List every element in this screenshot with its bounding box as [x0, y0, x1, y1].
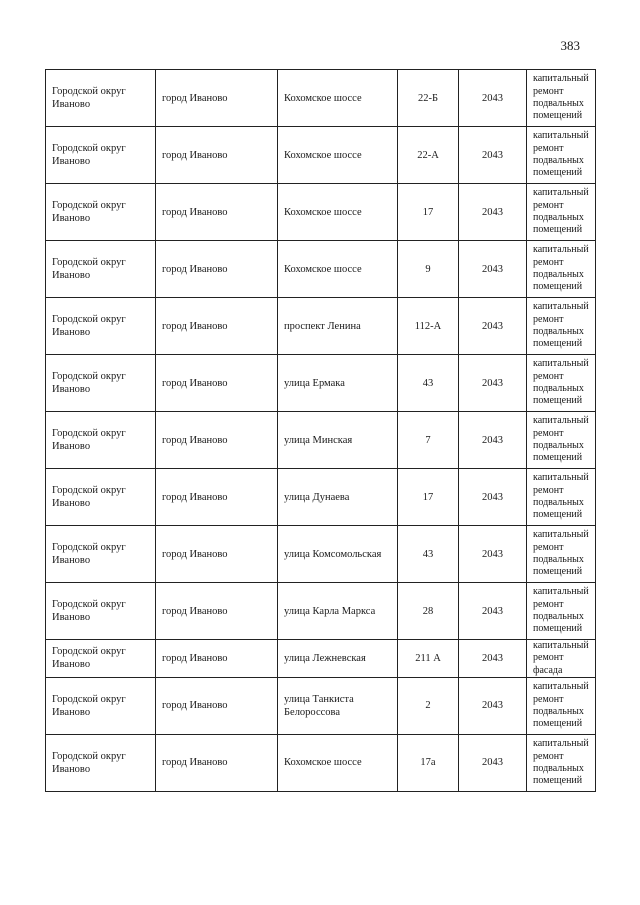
work-type-cell: капитальный ремонт подвальных помещений [527, 298, 596, 355]
work-type-cell: капитальный ремонт подвальных помещений [527, 241, 596, 298]
house-number-cell: 112-А [398, 298, 459, 355]
work-type-cell: капитальный ремонт подвальных помещений [527, 355, 596, 412]
house-number-cell: 17 [398, 184, 459, 241]
table-row [46, 469, 596, 526]
street-cell: Кохомское шоссе [278, 70, 398, 127]
locality-cell: город Иваново [156, 526, 278, 583]
house-number-cell: 28 [398, 583, 459, 640]
locality-cell: город Иваново [156, 70, 278, 127]
district-cell: Городской округ Иваново [46, 70, 156, 127]
district-cell: Городской округ Иваново [46, 241, 156, 298]
table-row [46, 241, 596, 298]
year-cell: 2043 [459, 298, 527, 355]
year-cell: 2043 [459, 734, 527, 791]
house-number-cell: 7 [398, 412, 459, 469]
year-cell: 2043 [459, 640, 527, 678]
street-cell: улица Дунаева [278, 469, 398, 526]
house-number-cell: 211 А [398, 640, 459, 678]
locality-cell: город Иваново [156, 127, 278, 184]
year-cell: 2043 [459, 184, 527, 241]
table-row [46, 640, 596, 678]
repair-schedule-table [45, 69, 596, 792]
street-cell: Кохомское шоссе [278, 184, 398, 241]
locality-cell: город Иваново [156, 734, 278, 791]
street-cell: Кохомское шоссе [278, 241, 398, 298]
year-cell: 2043 [459, 241, 527, 298]
table-row [46, 298, 596, 355]
year-cell: 2043 [459, 583, 527, 640]
district-cell: Городской округ Иваново [46, 127, 156, 184]
table-row [46, 677, 596, 734]
locality-cell: город Иваново [156, 677, 278, 734]
street-cell: улица Танкиста Белороссова [278, 677, 398, 734]
table-row [46, 70, 596, 127]
work-type-cell: капитальный ремонт подвальных помещений [527, 412, 596, 469]
work-type-cell: капитальный ремонт подвальных помещений [527, 734, 596, 791]
locality-cell: город Иваново [156, 640, 278, 678]
table-row [46, 412, 596, 469]
house-number-cell: 9 [398, 241, 459, 298]
house-number-cell: 43 [398, 526, 459, 583]
street-cell: Кохомское шоссе [278, 734, 398, 791]
page-number: 383 [560, 38, 580, 53]
district-cell: Городской округ Иваново [46, 640, 156, 678]
district-cell: Городской округ Иваново [46, 469, 156, 526]
street-cell: улица Карла Маркса [278, 583, 398, 640]
year-cell: 2043 [459, 677, 527, 734]
year-cell: 2043 [459, 469, 527, 526]
year-cell: 2043 [459, 412, 527, 469]
work-type-cell: капитальный ремонт подвальных помещений [527, 469, 596, 526]
district-cell: Городской округ Иваново [46, 355, 156, 412]
district-cell: Городской округ Иваново [46, 412, 156, 469]
year-cell: 2043 [459, 127, 527, 184]
year-cell: 2043 [459, 355, 527, 412]
work-type-cell: капитальный ремонт подвальных помещений [527, 526, 596, 583]
table-row [46, 355, 596, 412]
locality-cell: город Иваново [156, 298, 278, 355]
house-number-cell: 2 [398, 677, 459, 734]
street-cell: проспект Ленина [278, 298, 398, 355]
street-cell: улица Ермака [278, 355, 398, 412]
locality-cell: город Иваново [156, 583, 278, 640]
table-row [46, 526, 596, 583]
district-cell: Городской округ Иваново [46, 677, 156, 734]
house-number-cell: 17а [398, 734, 459, 791]
year-cell: 2043 [459, 70, 527, 127]
work-type-cell: капитальный ремонт фасада [527, 640, 596, 678]
locality-cell: город Иваново [156, 355, 278, 412]
district-cell: Городской округ Иваново [46, 734, 156, 791]
table-row [46, 583, 596, 640]
table-row [46, 127, 596, 184]
year-cell: 2043 [459, 526, 527, 583]
work-type-cell: капитальный ремонт подвальных помещений [527, 127, 596, 184]
street-cell: улица Комсомольская [278, 526, 398, 583]
table-row [46, 184, 596, 241]
table-row [46, 734, 596, 791]
house-number-cell: 22-Б [398, 70, 459, 127]
district-cell: Городской округ Иваново [46, 583, 156, 640]
district-cell: Городской округ Иваново [46, 184, 156, 241]
work-type-cell: капитальный ремонт подвальных помещений [527, 583, 596, 640]
locality-cell: город Иваново [156, 241, 278, 298]
work-type-cell: капитальный ремонт подвальных помещений [527, 677, 596, 734]
district-cell: Городской округ Иваново [46, 526, 156, 583]
house-number-cell: 17 [398, 469, 459, 526]
house-number-cell: 43 [398, 355, 459, 412]
locality-cell: город Иваново [156, 412, 278, 469]
locality-cell: город Иваново [156, 469, 278, 526]
house-number-cell: 22-А [398, 127, 459, 184]
work-type-cell: капитальный ремонт подвальных помещений [527, 70, 596, 127]
work-type-cell: капитальный ремонт подвальных помещений [527, 184, 596, 241]
locality-cell: город Иваново [156, 184, 278, 241]
street-cell: улица Минская [278, 412, 398, 469]
district-cell: Городской округ Иваново [46, 298, 156, 355]
street-cell: улица Лежневская [278, 640, 398, 678]
street-cell: Кохомское шоссе [278, 127, 398, 184]
